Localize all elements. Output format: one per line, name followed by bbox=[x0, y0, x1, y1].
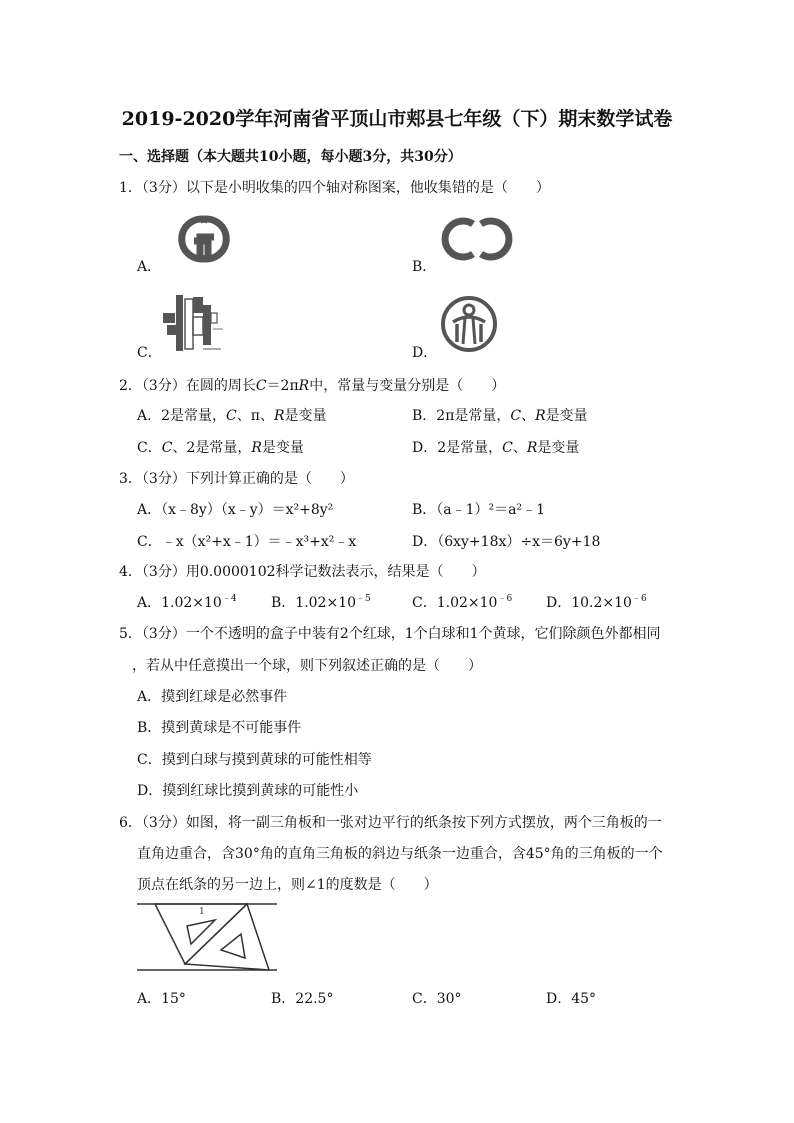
question-6-stem-line1: 6．（3分）如图，将一副三角板和一张对边平行的纸条按下列方式摆放，两个三角板的一 bbox=[119, 815, 662, 831]
q5-option-a: A．摸到红球是必然事件 bbox=[137, 689, 288, 705]
question-6-stem-line3: 顶点在纸条的另一边上，则∠1的度数是（ ） bbox=[137, 877, 438, 893]
q4-option-d: D．$10.2\times 10^{﹣6}$ bbox=[546, 594, 647, 611]
triangle-ruler-figure bbox=[137, 898, 279, 974]
q5-option-b: B．摸到黄球是不可能事件 bbox=[137, 720, 302, 736]
q1-option-b: B． bbox=[412, 259, 437, 275]
question-5-stem-line1: 5．（3分）一个不透明的盒子中装有2个红球，1个白球和1个黄球，它们除颜色外都相同 bbox=[119, 626, 661, 642]
gucci-logo-icon bbox=[164, 208, 244, 270]
q4-option-b: B．$1.02\times 10^{﹣5}$ bbox=[271, 594, 371, 611]
q3-option-c: C．﹣x（x²+x﹣1）＝﹣x³+x²﹣x bbox=[137, 534, 357, 550]
q1-option-c: C． bbox=[137, 345, 162, 361]
emblem-logo-icon bbox=[439, 294, 499, 354]
q3-option-d: D．（6xy+18x）÷x＝6y+18 bbox=[412, 534, 601, 550]
q2-option-d: D．2是常量，C、R是变量 bbox=[412, 440, 580, 456]
question-4-stem: 4．（3分）用0.0000102科学记数法表示，结果是（ ） bbox=[119, 564, 486, 580]
q3-option-b: B．（a﹣1）²＝a²﹣1 bbox=[412, 502, 546, 518]
block-pattern-icon bbox=[163, 295, 227, 357]
question-2-stem: 2．（3分）在圆的周长C＝2πR中，常量与变量分别是（ ） bbox=[119, 378, 506, 394]
question-5-stem-line2: ，若从中任意摸出一个球，则下列叙述正确的是（ ） bbox=[132, 658, 482, 674]
q6-option-c: C．30° bbox=[412, 991, 462, 1007]
q6-option-d: D．45° bbox=[546, 991, 597, 1007]
section-heading: 一、选择题（本大题共10小题，每小题3分，共30分） bbox=[119, 149, 462, 165]
q4-option-c: C．$1.02\times 10^{﹣6}$ bbox=[412, 594, 513, 611]
q5-option-c: C．摸到白球与摸到黄球的可能性相等 bbox=[137, 752, 372, 768]
chanel-logo-icon bbox=[440, 210, 514, 268]
question-6-stem-line2: 直角边重合，含30°角的直角三角板的斜边与纸条一边重合，含45°角的三角板的一个 bbox=[137, 846, 663, 862]
q1-option-d: D． bbox=[412, 345, 438, 361]
q6-option-b: B．22.5° bbox=[271, 991, 334, 1007]
question-3-stem: 3．（3分）下列计算正确的是（ ） bbox=[119, 471, 354, 487]
angle-1-label: 1 bbox=[199, 907, 205, 917]
q3-option-a: A．（x﹣8y）（x﹣y）＝x²+8y² bbox=[137, 502, 334, 518]
question-1-stem: 1．（3分）以下是小明收集的四个轴对称图案，他收集错的是（ ） bbox=[119, 180, 550, 196]
q2-option-a: A．2是常量，C、π、R是变量 bbox=[137, 408, 327, 424]
q5-option-d: D．摸到红球比摸到黄球的可能性小 bbox=[137, 783, 359, 799]
q1-option-a: A． bbox=[137, 259, 162, 275]
q2-option-c: C．C、2是常量，R是变量 bbox=[137, 440, 304, 456]
q2-option-b: B．2π是常量，C、R是变量 bbox=[412, 408, 588, 424]
page-title: 2019-2020学年河南省平顶山市郏县七年级（下）期末数学试卷 bbox=[121, 108, 673, 130]
q4-option-a: A．$1.02\times 10^{﹣4}$ bbox=[137, 594, 237, 611]
q6-option-a: A．15° bbox=[137, 991, 186, 1007]
